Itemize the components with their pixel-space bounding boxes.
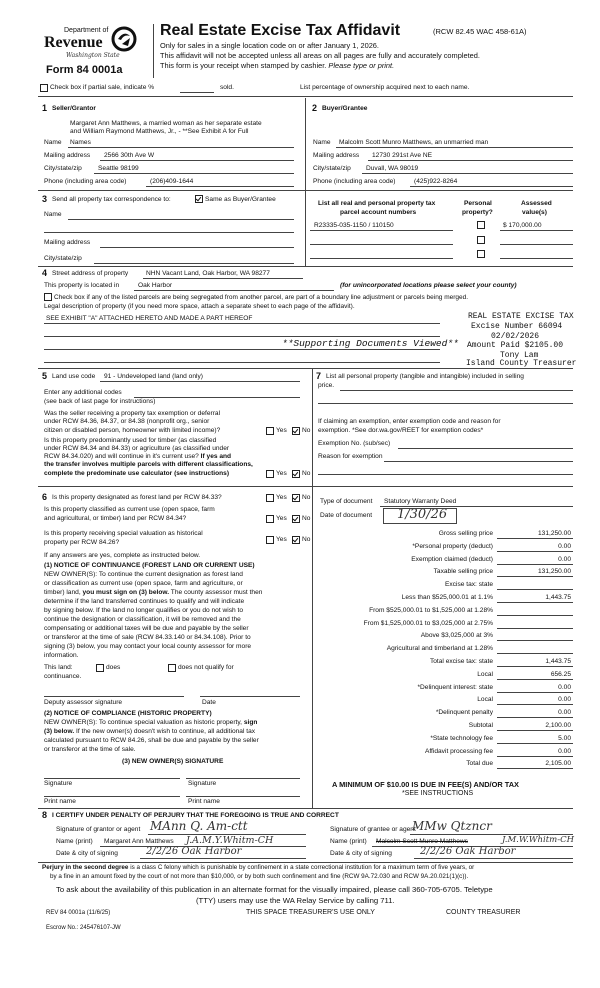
partial-sale-label: Check box if partial sale, indicate % <box>50 84 155 91</box>
buyer-mail-field[interactable]: 12730 291st Ave NE <box>372 152 433 159</box>
calc-label: Subtotal <box>468 722 493 729</box>
q-exemption-2: under RCW 84.36, 84.37, or 84.38 (nonprofit org., senior <box>44 418 210 425</box>
state-label: Washington State <box>66 52 120 59</box>
section5-number: 5 <box>42 371 48 381</box>
historic-yes-checkbox[interactable] <box>266 536 274 544</box>
owner-signature-label-1: Signature <box>44 780 73 787</box>
minimum-due-note: A MINIMUM OF $10.00 IS DUE IN FEE(S) AND/OR TAX <box>332 780 519 789</box>
current-use-yes-label: Yes <box>276 515 287 522</box>
calc-label: Taxable selling price <box>433 568 493 576</box>
calc-value[interactable]: 5.00 <box>558 734 571 742</box>
grantor-date-field[interactable]: 2/2/26 Oak Harbor <box>146 846 242 857</box>
continuance-label: continuance. <box>44 673 82 680</box>
seller-phone-field[interactable]: (206)409-1644 <box>150 178 194 185</box>
calc-label: From $1,525,000.01 to $3,025,000 at 2.75% <box>363 619 493 627</box>
section3-number: 3 <box>42 194 48 204</box>
owner-print-label-2: Print name <box>188 798 220 805</box>
section3-mail-label: Mailing address <box>44 239 91 246</box>
segregated-label: Check box if any of the listed parcels are being segregated from another parcel, are part of a boundary line adjustment or parcels being merged. <box>54 294 469 301</box>
stamp-line-3: 02/02/2026 <box>491 332 540 341</box>
document-date-label: Date of document <box>320 512 373 519</box>
notice1-line-10: information. <box>44 652 79 659</box>
exemption-no-label: No <box>302 427 311 434</box>
calc-value[interactable]: 1,443.75 <box>545 594 571 601</box>
personal-col-header-1: Personal <box>464 200 492 207</box>
q-current-use-1: Is this property classified as current use (open space, farm <box>44 506 215 513</box>
document-date-field[interactable]: 1/30/26 <box>397 507 448 522</box>
calc-label: From $525,000.01 to $1,525,000 at 1.28% <box>369 606 493 614</box>
see-back-note: (see back of last page for instructions) <box>44 398 156 405</box>
personal-col-header-2: property? <box>462 209 493 216</box>
does-qualify-label: does <box>106 664 121 671</box>
owner-signature-label-2: Signature <box>188 780 217 787</box>
street-address-label: Street address of property <box>52 270 129 277</box>
timber-yes-checkbox[interactable] <box>266 470 274 478</box>
located-in-field[interactable]: Oak Harbor <box>138 282 173 289</box>
revenue-logo-text: Revenue <box>44 34 103 51</box>
exemption-claim-1: If claiming an exemption, enter exemption code and reason for <box>318 418 501 425</box>
historic-no-label: No <box>302 536 311 543</box>
notice1-line-2: or classification as current use (open space, farm and agriculture, or <box>44 580 243 587</box>
list-percentage-note: List percentage of ownership acquired next to each name. <box>300 84 470 91</box>
escrow-number: Escrow No.: 245476107-JW <box>46 925 121 931</box>
q-historic-2: property per RCW 84.26? <box>44 539 120 546</box>
calc-value[interactable]: 0.00 <box>558 542 571 550</box>
section7-number: 7 <box>316 371 322 381</box>
buyer-name-field[interactable]: Malcolm Scott Munro Matthews, an unmarried man <box>339 139 489 146</box>
revision-label: REV 84 0001a (11/6/25) <box>46 910 111 916</box>
notice1-line-7: compensating or additional taxes will be due and payable by the seller <box>44 625 249 632</box>
grantee-signature-label: Signature of grantee or agent <box>330 826 416 833</box>
q-historic-1: Is this property receiving special valuation as historical <box>44 530 203 537</box>
notice2-line-1: NEW OWNER(S): To continue special valuation as historic property, sign <box>44 719 258 726</box>
intro-line-2: This affidavit will not be accepted unless all areas on all pages are fully and accurately completed. <box>160 51 480 60</box>
stamp-line-5: Tony Lam <box>500 351 539 360</box>
treasurer-use-label: THIS SPACE TREASURER'S USE ONLY <box>246 909 375 916</box>
timber-yes-label: Yes <box>276 470 287 477</box>
new-owner-signature-heading: (3) NEW OWNER(S) SIGNATURE <box>122 758 224 765</box>
assessed-col-header-2: value(s) <box>522 209 547 216</box>
dept-label: Department of <box>64 27 109 34</box>
exemption-claim-2: exemption. *See dor.wa.gov/REET for exemption codes* <box>318 427 484 434</box>
buyer-mail-label: Mailing address <box>313 152 360 159</box>
notice2-line-4: or transferor at the time of sale. <box>44 746 136 753</box>
calc-value[interactable]: 0.00 <box>558 683 571 691</box>
calc-value[interactable]: 2,100.00 <box>545 722 571 729</box>
perjury-line-1: Perjury in the second degree is a class C felony which is punishable by confinement in a state correctional institution for a maximum term of five years, or <box>42 864 475 871</box>
dor-logo-icon <box>110 26 138 52</box>
seller-name-label: Name <box>44 139 62 146</box>
buyer-heading: Buyer/Grantee <box>322 105 368 112</box>
calc-label: Local <box>477 696 493 704</box>
current-use-no-checkbox[interactable] <box>292 515 300 523</box>
partial-sale-checkbox[interactable] <box>40 84 48 92</box>
calc-label: Affidavit processing fee <box>424 747 493 755</box>
grantor-signature-field[interactable]: MAnn Q. Am-ctt <box>150 819 248 833</box>
grantor-date-label: Date & city of signing <box>56 850 118 857</box>
exemption-number-label: Exemption No. (sub/sec) <box>318 440 391 447</box>
owner-print-label-1: Print name <box>44 798 76 805</box>
q-timber-2: under RCW 84.34 and 84.33) or agriculture (as classified under <box>44 445 230 452</box>
notice1-line-9: signing (3) below, you may contact your local county assessor for more <box>44 643 252 650</box>
land-use-label: Land use code <box>52 373 96 380</box>
stamp-line-4: Amount Paid $2105.00 <box>467 341 564 350</box>
intro-line-3: This form is your receipt when stamped by cashier. Please type or print. <box>160 61 395 70</box>
calc-label: Exemption claimed (deduct) <box>411 555 493 563</box>
seller-name-field[interactable]: Names <box>70 139 91 146</box>
page-title: Real Estate Excise Tax Affidavit <box>160 22 401 39</box>
street-address-field[interactable]: NHN Vacant Land, Oak Harbor, WA 98277 <box>146 270 270 277</box>
located-in-label: This property is located in <box>44 282 120 289</box>
calc-value[interactable]: 656.25 <box>550 670 571 678</box>
calc-label: Total due <box>466 760 493 768</box>
parcel-number-field[interactable]: R23335-035-1150 / 110150 <box>314 222 394 229</box>
notice1-line-5: by signing below. If the land no longer qualifies or you do not wish to <box>44 607 244 614</box>
parcel-col-header-1: List all real and personal property tax <box>318 200 436 207</box>
partial-sold-label: sold. <box>220 84 234 91</box>
unincorporated-note: (for unincorporated locations please select your county) <box>340 282 517 289</box>
notice-compliance-heading: (2) NOTICE OF COMPLIANCE (HISTORIC PROPERTY) <box>44 710 212 717</box>
calc-value[interactable]: 2,105.00 <box>545 760 571 768</box>
section4-number: 4 <box>42 268 48 278</box>
buyer-phone-label: Phone (including area code) <box>313 178 396 185</box>
q-timber-1: Is this property predominantly used for timber (as classified <box>44 437 217 444</box>
seller-phone-label: Phone (including area code) <box>44 178 127 185</box>
buyer-section-number: 2 <box>312 103 318 113</box>
exemption-no-checkbox[interactable] <box>292 427 300 435</box>
grantee-name-field[interactable]: Malcolm Scott Munro Matthews <box>376 838 468 845</box>
q-timber-3: RCW 84.34.020) and will continue in it's current use? If yes and <box>44 453 232 460</box>
does-not-qualify-label: does not qualify for <box>178 664 234 671</box>
buyer-city-label: City/state/zip <box>313 165 351 172</box>
does-qualify-checkbox[interactable] <box>96 664 104 672</box>
exemption-yes-checkbox[interactable] <box>266 427 274 435</box>
personal-property-checkbox-3[interactable] <box>477 250 485 258</box>
historic-no-checkbox[interactable] <box>292 536 300 544</box>
section3-label: Send all property tax correspondence to: <box>52 196 171 203</box>
grantor-name-handwritten: J.A.M.Y.Whitm-CH <box>186 835 274 846</box>
notice1-line-4: determine if the land transferred continues to qualify and will indicate <box>44 598 245 605</box>
buyer-phone-field[interactable]: (425)922-8264 <box>414 178 458 185</box>
same-as-buyer-checkbox[interactable] <box>195 195 203 203</box>
assessed-value-field[interactable]: $ 170,000.00 <box>503 222 542 229</box>
stamp-line-6: Island County Treasurer <box>466 359 577 368</box>
q-forest: Is this property designated as forest land per RCW 84.33? <box>52 494 222 501</box>
parcel-col-header-2: parcel account numbers <box>340 209 417 216</box>
document-type-field[interactable]: Statutory Warranty Deed <box>384 498 457 505</box>
historic-yes-label: Yes <box>276 536 287 543</box>
legal-description-field[interactable]: SEE EXHIBIT "A" ATTACHED HERETO AND MADE A PART HEREOF <box>46 315 253 322</box>
forest-no-checkbox[interactable] <box>292 494 300 502</box>
buyer-city-field[interactable]: Duvall, WA 98019 <box>366 165 419 172</box>
calc-label: *Personal property (deduct) <box>412 542 493 550</box>
calc-value[interactable]: 0.00 <box>558 747 571 755</box>
calc-value[interactable]: 131,250.00 <box>537 568 571 576</box>
seller-city-field[interactable]: Seattle 98199 <box>98 165 139 172</box>
grantor-signature-label: Signature of grantor or agent <box>56 826 141 833</box>
timber-no-checkbox[interactable] <box>292 470 300 478</box>
seller-mail-field[interactable]: 2566 30th Ave W <box>104 152 155 159</box>
intro-line-1: Only for sales in a single location code on or after January 1, 2026. <box>160 41 379 50</box>
calc-label: Agricultural and timberland at 1.28% <box>386 645 493 653</box>
stamp-line-2: Excise Number 66094 <box>471 322 563 331</box>
seller-desc-1: Margaret Ann Matthews, a married woman as her separate estate <box>70 120 262 127</box>
calc-value[interactable]: 0.00 <box>558 696 571 704</box>
grantee-name-label: Name (print) <box>330 838 367 845</box>
calc-label: *State technology fee <box>430 734 493 742</box>
exemption-yes-label: Yes <box>276 427 287 434</box>
calc-value[interactable]: 131,250.00 <box>537 530 571 537</box>
grantee-name-handwritten: J.M.W.Whitm-CH <box>502 835 575 845</box>
forest-no-label: No <box>302 494 311 501</box>
notice2-line-2: (3) below. If the new owner(s) doesn't wish to continue, all additional tax <box>44 728 256 735</box>
calc-label: Gross selling price <box>438 530 493 537</box>
notice-continuance-heading: (1) NOTICE OF CONTINUANCE (FOREST LAND OR CURRENT USE) <box>44 562 255 569</box>
q-timber-5: complete the predominate use calculator (see instructions) <box>44 470 230 477</box>
section6-number: 6 <box>42 492 48 502</box>
stamp-line-1: REAL ESTATE EXCISE TAX <box>468 312 574 321</box>
form-number: Form 84 0001a <box>46 64 123 76</box>
seller-section-number: 1 <box>42 103 48 113</box>
grantee-signature-field[interactable]: MMw Qtzncr <box>412 819 492 833</box>
calc-value[interactable]: 0.00 <box>558 709 571 717</box>
q-current-use-2: and agricultural, or timber) land per RCW 84.34? <box>44 515 187 522</box>
exemption-reason-label: Reason for exemption <box>318 453 383 460</box>
seller-desc-2: and William Raymond Matthews, Jr., - **See Exhibit A for Full <box>70 128 249 135</box>
grantee-date-field[interactable]: 2/2/26 Oak Harbor <box>420 846 516 857</box>
q-timber-4: the transfer involves multiple parcels with different classifications, <box>44 461 253 468</box>
county-treasurer-label: COUNTY TREASURER <box>446 909 521 916</box>
calc-label: Excise tax: state <box>444 581 493 589</box>
calc-value[interactable]: 1,443.75 <box>545 658 571 665</box>
assessed-col-header-1: Assessed <box>521 200 552 207</box>
seller-mail-label: Mailing address <box>44 152 91 159</box>
additional-codes-label: Enter any additional codes <box>44 389 122 396</box>
supporting-docs-stamp: **Supporting Documents Viewed** <box>282 338 459 349</box>
if-yes-note: If any answers are yes, complete as instructed below. <box>44 552 201 559</box>
land-use-field[interactable]: 91 - Undeveloped land (land only) <box>104 373 203 380</box>
notice1-line-8: or transferor at the time of sale (RCW 84.33.140 or 84.34.108). Prior to <box>44 634 251 641</box>
q-exemption-3: citizen or disabled person, homeowner with limited income)? <box>44 427 221 434</box>
same-as-buyer-label: Same as Buyer/Grantee <box>205 196 276 203</box>
q-exemption-1: Was the seller receiving a property tax exemption or deferral <box>44 410 221 417</box>
see-instructions-note: *SEE INSTRUCTIONS <box>402 790 474 797</box>
grantor-name-field[interactable]: Margaret Ann Matthews <box>104 838 174 845</box>
calc-label: Less than $525,000.01 at 1.1% <box>401 594 493 601</box>
deputy-date-label: Date <box>202 699 216 706</box>
calc-label: Local <box>477 670 493 678</box>
timber-no-label: No <box>302 470 311 477</box>
calc-value[interactable]: 0.00 <box>558 555 571 563</box>
grantor-name-label: Name (print) <box>56 838 93 845</box>
section8-number: 8 <box>42 810 48 820</box>
rcw-reference: (RCW 82.45 WAC 458-61A) <box>433 27 527 36</box>
document-type-label: Type of document <box>320 498 373 505</box>
alt-format-line-1: To ask about the availability of this publication in an alternate format for the visually impaired, please call 360-705-6705. Teletype <box>56 885 493 894</box>
deputy-assessor-label: Deputy assessor signature <box>44 699 123 706</box>
alt-format-line-2: (TTY) users may use the WA Relay Service by calling 711. <box>196 896 395 905</box>
section3-city-label: City/state/zip <box>44 255 82 262</box>
legal-description-label: Legal description of property (if you need more space, attach a separate sheet to each page of the affidavit). <box>44 303 355 310</box>
calc-label: *Delinquent penalty <box>435 709 493 717</box>
forest-yes-checkbox[interactable] <box>266 494 274 502</box>
certify-statement: I CERTIFY UNDER PENALTY OF PERJURY THAT THE FOREGOING IS TRUE AND CORRECT <box>52 812 339 819</box>
notice1-line-3: timber) land, you must sign on (3) below. The county assessor must then <box>44 589 263 596</box>
perjury-line-2: by a fine in an amount fixed by the court of not more than $10,000, or by both such confinement and fine (RCW 9A.72.030 and RCW 9A.20.021(1)(c)). <box>50 873 469 880</box>
grantee-date-label: Date & city of signing <box>330 850 392 857</box>
buyer-name-label: Name <box>313 139 331 146</box>
calc-label: *Delinquent interest: state <box>417 683 493 691</box>
notice1-line-1: NEW OWNER(S): To continue the current designation as forest land <box>44 571 243 578</box>
does-not-qualify-checkbox[interactable] <box>168 664 176 672</box>
section3-name-label: Name <box>44 211 62 218</box>
personal-property-label-2: price. <box>318 382 335 389</box>
this-land-label: This land: <box>44 664 73 671</box>
notice1-line-6: continue the designation or classification, it will be removed and the <box>44 616 241 623</box>
current-use-no-label: No <box>302 515 311 522</box>
notice2-line-3: calculated pursuant to RCW 84.26, shall be due and payable by the seller <box>44 737 259 744</box>
current-use-yes-checkbox[interactable] <box>266 515 274 523</box>
forest-yes-label: Yes <box>276 494 287 501</box>
calc-label: Total excise tax: state <box>429 658 493 665</box>
seller-heading: Seller/Grantor <box>52 105 96 112</box>
segregated-checkbox[interactable] <box>44 293 52 301</box>
personal-property-checkbox-2[interactable] <box>477 236 485 244</box>
personal-property-checkbox-1[interactable] <box>477 221 485 229</box>
personal-property-label: List all personal property (tangible and intangible) included in selling <box>326 373 524 380</box>
seller-city-label: City/state/zip <box>44 165 82 172</box>
calc-label: Above $3,025,000 at 3% <box>420 632 493 640</box>
